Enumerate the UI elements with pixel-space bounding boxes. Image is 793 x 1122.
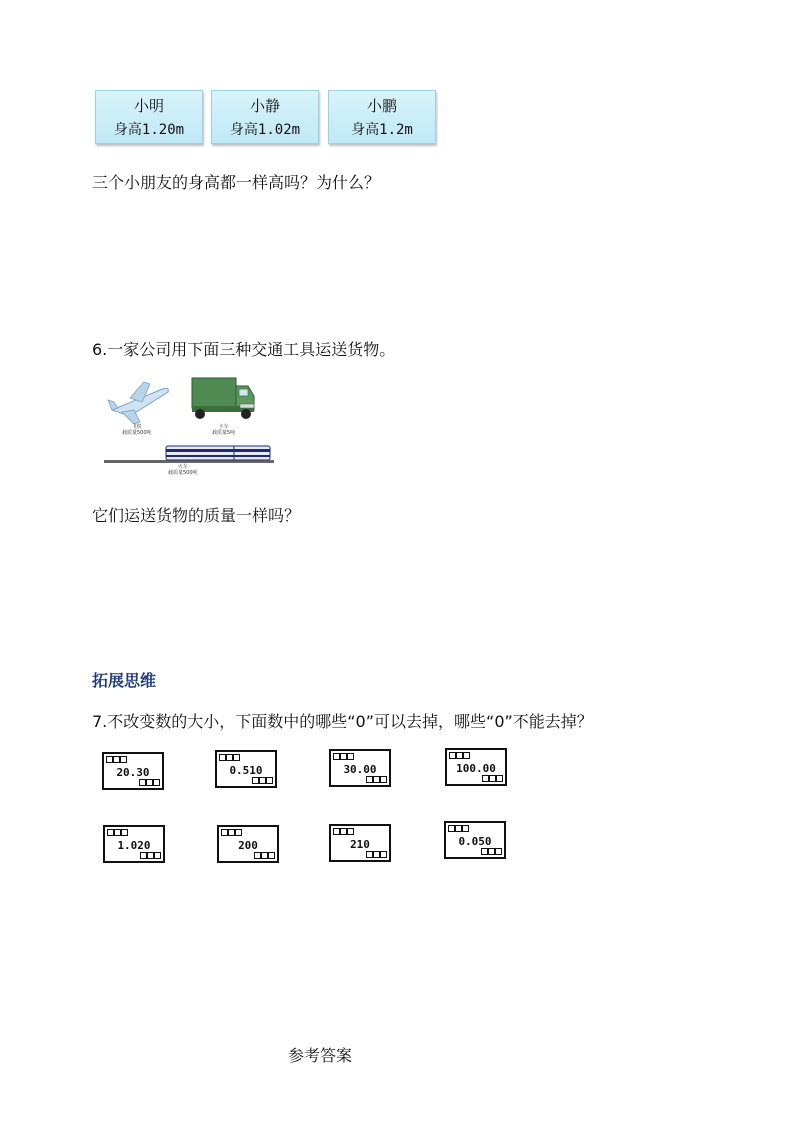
section-heading: 拓展思维 [92, 671, 157, 690]
q6-title: 6.一家公司用下面三种交通工具运送货物。 [92, 340, 396, 359]
number-value: 1.020 [117, 839, 151, 852]
number-box [102, 752, 164, 790]
number-box [217, 825, 279, 863]
q7-title: 7.不改变数的大小，下面数中的哪些“0”可以去掉，哪些“0”不能去掉？ [92, 712, 593, 731]
card-xiaojing [211, 90, 319, 144]
card-xiaopeng [328, 90, 436, 144]
train-icon [104, 446, 274, 463]
number-value: 20.30 [116, 766, 150, 779]
number-value: 210 [350, 838, 370, 851]
number-box [444, 821, 506, 859]
card-name: 小鹏 [366, 97, 397, 115]
number-value: 0.510 [229, 764, 263, 777]
number-value: 100.00 [456, 762, 496, 775]
plane-caption: 飞机 载质量500吨 [122, 424, 152, 436]
q5-question: 三个小朋友的身高都一样高吗？为什么？ [92, 173, 381, 192]
number-value: 30.00 [343, 763, 377, 776]
card-height: 身高1.2m [351, 122, 413, 138]
number-box [103, 825, 165, 863]
card-name: 小明 [133, 97, 164, 115]
footer-answer-title: 参考答案 [288, 1046, 353, 1065]
card-height: 身高1.02m [229, 122, 301, 138]
truck-icon [192, 378, 254, 419]
number-box [329, 824, 391, 862]
card-xiaoming [95, 90, 203, 144]
plane-icon [108, 382, 168, 424]
number-value: 0.050 [458, 835, 492, 848]
number-box [215, 750, 277, 788]
number-box [329, 749, 391, 787]
q6-question: 它们运送货物的质量一样吗？ [92, 506, 301, 525]
train-caption: 火车 载质量500吨 [168, 464, 198, 476]
number-value: 200 [238, 839, 258, 852]
card-name: 小静 [249, 97, 280, 115]
number-box [445, 748, 507, 786]
card-height: 身高1.20m [113, 122, 185, 138]
truck-caption: 卡车 载质量5吨 [212, 424, 236, 436]
vehicles-illustration [100, 372, 280, 472]
